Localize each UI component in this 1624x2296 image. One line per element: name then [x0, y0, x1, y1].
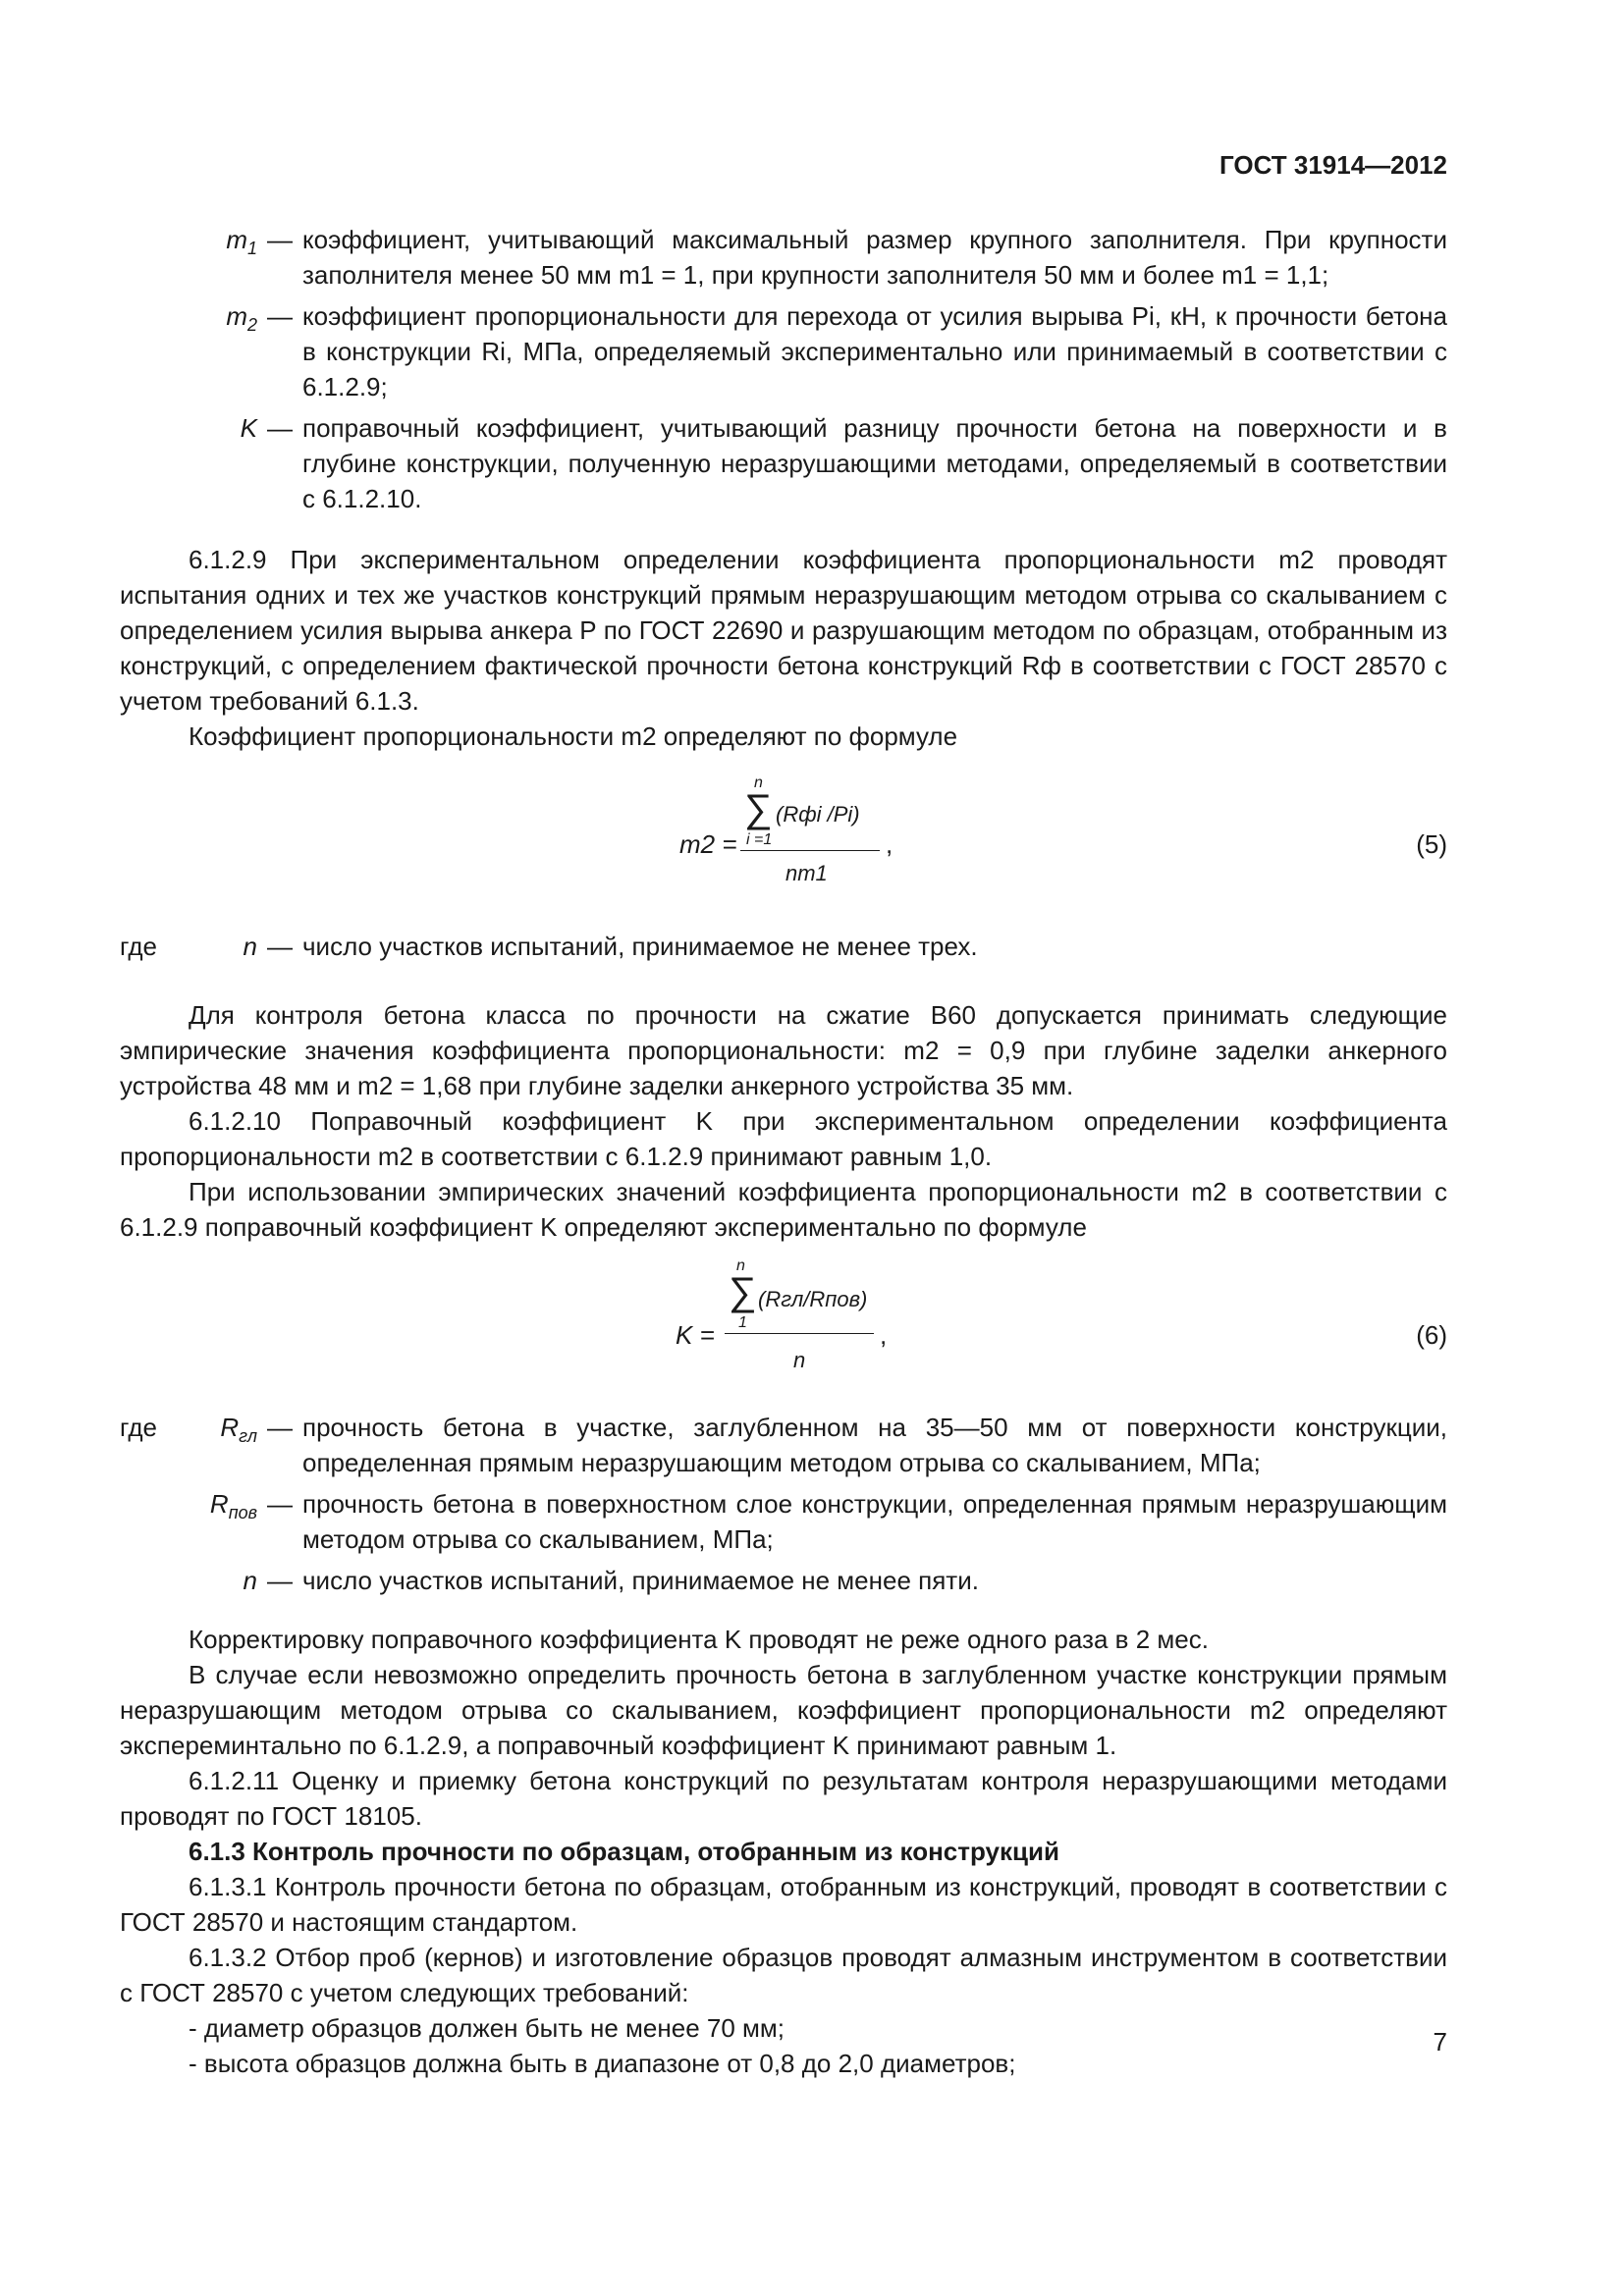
section-final	[120, 1622, 1447, 2081]
numerator: (Rфi /Pi)	[776, 802, 860, 827]
formula-number: (5)	[1416, 829, 1447, 859]
definitions-bottom	[120, 1410, 1447, 1604]
paragraph-coefficient: Коэффициент пропорциональности m2 определяют по формуле	[189, 721, 958, 751]
symbol: $m_1$	[226, 225, 257, 259]
symbol: $R_{пов}$	[209, 1489, 257, 1523]
paragraph-6-1-3-1: 6.1.3.1 Контроль прочности бетона по образцам, отобранным из конструкций, проводят в соответствии с ГОСТ 28570 и настоящим стандартом.	[120, 1872, 1447, 1937]
paragraph-korr: Корректировку поправочного коэффициента K проводят не реже одного раза в 2 мес.	[189, 1625, 1209, 1654]
definition-text: поправочный коэффициент, учитывающий разницу прочности бетона на поверхности и в глубине конструкции, полученную неразрушающими методами, определяемый в соответствии с 6.1.2.10.	[302, 413, 1447, 513]
page-number: 7	[1433, 2027, 1447, 2056]
formula-number: (6)	[1416, 1320, 1447, 1350]
comma: ,	[880, 1320, 888, 1350]
paragraph-6-1-2-9: 6.1.2.9 При экспериментальном определении коэффициента пропорциональности m2 проводят испытания одних и тех же участков конструкций прямым неразрушающим методом отрыва со скалыванием с определением усилия вырыва анкера P по ГОСТ 22690 и разрушающим методом по образцам, отобранным из конструкций, с определением фактической прочности бетона конструкций Rф в соответствии с ГОСТ 28570 с учетом требований 6.1.3.	[120, 545, 1447, 716]
definitions-top	[120, 222, 1447, 522]
formula-lhs: K =	[676, 1320, 715, 1350]
denominator: nm1	[785, 861, 828, 885]
paragraph-6-1-2-11: 6.1.2.11 Оценку и приемку бетона конструкций по результатам контроля неразрушающими методами проводят по ГОСТ 18105.	[120, 1766, 1447, 1831]
definition-n: где n — число участков испытаний, принимаемое не менее трех.	[120, 929, 1447, 964]
symbol: K	[240, 413, 257, 443]
symbol: n	[243, 1566, 257, 1595]
paragraph-6-1-2-10: 6.1.2.10 Поправочный коэффициент K при экспериментальном определении коэффициента пропорциональности m2 в соответствии с 6.1.2.9 принимают равным 1,0.	[120, 1106, 1447, 1171]
definition-n-bottom: n — число участков испытаний, принимаемое не менее пяти.	[120, 1563, 1447, 1598]
formula-lhs: m2 =	[679, 829, 737, 859]
fraction-bar	[740, 850, 880, 851]
document-header: ГОСТ 31914—2012	[1219, 150, 1447, 180]
symbol: $R_{гл}$	[220, 1413, 257, 1447]
where-label: где	[120, 1413, 157, 1442]
paragraph-case: В случае если невозможно определить прочность бетона в заглубленном участке конструкции прямым неразрушающим методом отрыва со скалыванием, коэффициент пропорциональности m2 определяют экспереминтально по 6.1.2.9, а поправочный коэффициент K принимают равным 1.	[120, 1660, 1447, 1760]
denominator: n	[793, 1348, 806, 1372]
formula-5	[120, 775, 1447, 893]
definition-r-gl: где $R_{гл}$ — прочность бетона в участке, заглубленном на 35—50 мм от поверхности конструкции, определенная прямым неразрушающим методом отрыва со скалыванием, МПа;	[120, 1410, 1447, 1480]
where-n-block	[120, 929, 1447, 970]
sigma-icon: ∑	[729, 1270, 757, 1313]
definition-text: коэффициент, учитывающий максимальный размер крупного заполнителя. При крупности заполнителя менее 50 мм m1 = 1, при крупности заполнителя 50 мм и более m1 = 1,1;	[302, 225, 1447, 290]
symbol: n	[243, 932, 257, 961]
list-item: - высота образцов должна быть в диапазоне от 0,8 до 2,0 диаметров;	[189, 2049, 1016, 2078]
comma: ,	[886, 829, 893, 859]
paragraph-6-1-3-2: 6.1.3.2 Отбор проб (кернов) и изготовление образцов проводят алмазным инструментом в соответствии с ГОСТ 28570 с учетом следующих требований:	[120, 1943, 1447, 2007]
sum-lower: i =1	[746, 831, 773, 848]
definition-text: прочность бетона в участке, заглубленном на 35—50 мм от поверхности конструкции, определенная прямым неразрушающим методом отрыва со скалыванием, МПа;	[302, 1413, 1447, 1477]
fraction-bar	[725, 1333, 874, 1334]
sum-upper: n	[736, 1257, 745, 1274]
sum-lower: 1	[738, 1314, 747, 1331]
definition-text: число участков испытаний, принимаемое не менее пяти.	[302, 1566, 979, 1595]
sigma-icon: ∑	[744, 787, 773, 830]
section-b60	[120, 997, 1447, 1245]
numerator: (Rгл/Rпов)	[758, 1287, 868, 1311]
definition-r-pov: $R_{пов}$ — прочность бетона в поверхностном слое конструкции, определенная прямым неразрушающим методом отрыва со скалыванием, МПа;	[120, 1486, 1447, 1557]
symbol: $m_2$	[226, 301, 257, 336]
definition-m2: $m_2$ — коэффициент пропорциональности для перехода от усилия вырыва Pi, кН, к прочности бетона в конструкции Ri, МПа, определяемый экспериментально или принимаемый в соответствии с 6.1.2.9;	[120, 298, 1447, 404]
formula-6	[120, 1258, 1447, 1376]
definition-text: число участков испытаний, принимаемое не менее трех.	[302, 932, 978, 961]
paragraph-b60: Для контроля бетона класса по прочности на сжатие В60 допускается принимать следующие эмпирические значения коэффициента пропорциональности: m2 = 0,9 при глубине заделки анкерного устройства 48 мм и m2 = 1,68 при глубине заделки анкерного устройства 35 мм.	[120, 1000, 1447, 1100]
section-6-1-2-9	[120, 542, 1447, 754]
where-label: где	[120, 932, 157, 961]
definition-text: коэффициент пропорциональности для перехода от усилия вырыва Pi, кН, к прочности бетона в конструкции Ri, МПа, определяемый экспериментально или принимаемый в соответствии с 6.1.2.9;	[302, 301, 1447, 401]
section-heading-6-1-3: 6.1.3 Контроль прочности по образцам, отобранным из конструкций	[189, 1837, 1059, 1866]
definition-k: K — поправочный коэффициент, учитывающий разницу прочности бетона на поверхности и в глубине конструкции, полученную неразрушающими методами, определяемый в соответствии с 6.1.2.10.	[120, 410, 1447, 516]
definition-text: прочность бетона в поверхностном слое конструкции, определенная прямым неразрушающим методом отрыва со скалыванием, МПа;	[302, 1489, 1447, 1554]
list-item: - диаметр образцов должен быть не менее 70 мм;	[189, 2013, 785, 2043]
definition-m1: $m_1$ — коэффициент, учитывающий максимальный размер крупного заполнителя. При крупности заполнителя менее 50 мм m1 = 1, при крупности заполнителя 50 мм и более m1 = 1,1;	[120, 222, 1447, 293]
sum-upper: n	[754, 774, 763, 791]
paragraph-empirical: При использовании эмпирических значений коэффициента пропорциональности m2 в соответствии с 6.1.2.9 поправочный коэффициент K определяют экспериментально по формуле	[120, 1177, 1447, 1242]
